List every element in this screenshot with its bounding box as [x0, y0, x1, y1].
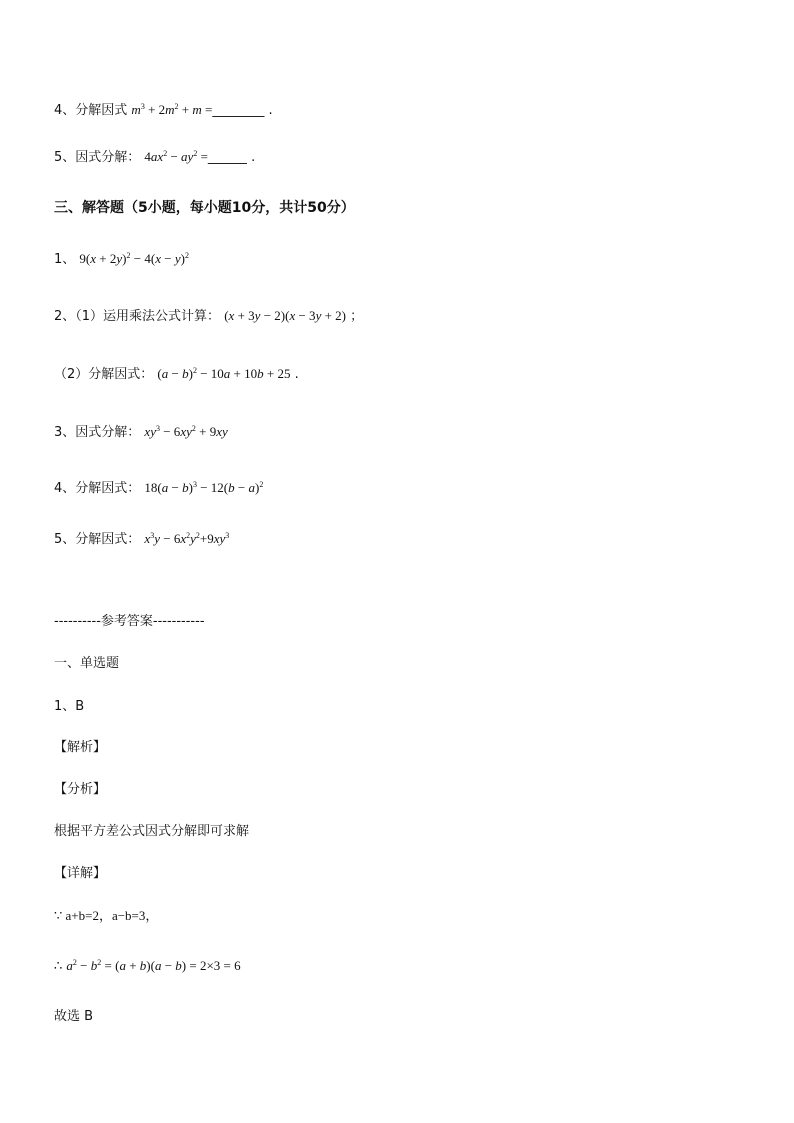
- conclusion: 故选 B: [54, 1009, 94, 1024]
- fenxi-text: 根据平方差公式因式分解即可求解: [54, 824, 250, 839]
- problem-1: [54, 250, 189, 269]
- analysis-tag: 【解析】: [54, 740, 107, 755]
- p4-expression: $18(a - b)^3 - 12(b - a)^2$: [144, 480, 264, 495]
- p2a-end: ；: [350, 309, 364, 324]
- p3-expression: $xy^3 - 6xy^2 + 9xy$: [144, 424, 228, 439]
- p3-label: 3、因式分解：: [54, 425, 141, 440]
- therefore-line: [54, 957, 241, 976]
- because-text: ∵ a+b=2，a−b=3，: [54, 908, 159, 923]
- problem-5: [54, 530, 229, 549]
- q5-expression: $4ax^2 - ay^2$ =: [144, 149, 208, 164]
- problem-2a: [54, 307, 363, 326]
- section-3-heading: 三、解答题（5小题，每小题10分，共计50分）: [54, 200, 355, 216]
- q5-end: .: [251, 150, 256, 165]
- problem-3: [54, 423, 228, 442]
- because-line: [54, 907, 158, 926]
- q4-label: 4、分解因式: [54, 103, 128, 118]
- p4-label: 4、分解因式：: [54, 481, 141, 496]
- q5-label: 5、因式分解：: [54, 150, 141, 165]
- p5-label: 5、分解因式：: [54, 532, 141, 547]
- problem-4: [54, 479, 263, 498]
- answer-1: 1、B: [54, 699, 85, 714]
- p2b-expression: $(a - b)^2 - 10a + 10b + 25$: [157, 366, 291, 381]
- p2b-end: .: [294, 367, 299, 382]
- p2a-expression: (x + 3y − 2)(x − 3y + 2): [224, 308, 347, 323]
- q4-end: .: [268, 103, 273, 118]
- detail-tag: 【详解】: [54, 866, 107, 881]
- question-4-fill: [54, 101, 273, 120]
- p5-expression: $x^3y - 6x^2y^2+9xy^3$: [144, 531, 230, 546]
- therefore-symbol: ∴: [54, 959, 63, 974]
- p2a-label: 2、（1）运用乘法公式计算：: [54, 309, 221, 324]
- fenxi-tag: 【分析】: [54, 782, 107, 797]
- section-1-heading: 一、单选题: [54, 656, 120, 671]
- problem-2b: [54, 365, 299, 384]
- q5-blank: ______: [207, 150, 247, 165]
- answer-divider: ----------参考答案-----------: [54, 614, 205, 629]
- question-5-fill: [54, 148, 255, 167]
- p1-label: 1、: [54, 252, 76, 267]
- p2b-label: （2）分解因式：: [54, 367, 154, 382]
- therefore-expression: $a^2 - b^2 = (a + b)(a - b) = 2\times 3 = 6$: [66, 958, 241, 973]
- q4-expression: $m^3 + 2m^2 + m$ =: [131, 102, 213, 117]
- q4-blank: ________: [212, 103, 265, 118]
- p1-expression: $9(x + 2y)^2 - 4(x - y)^2$: [79, 251, 189, 266]
